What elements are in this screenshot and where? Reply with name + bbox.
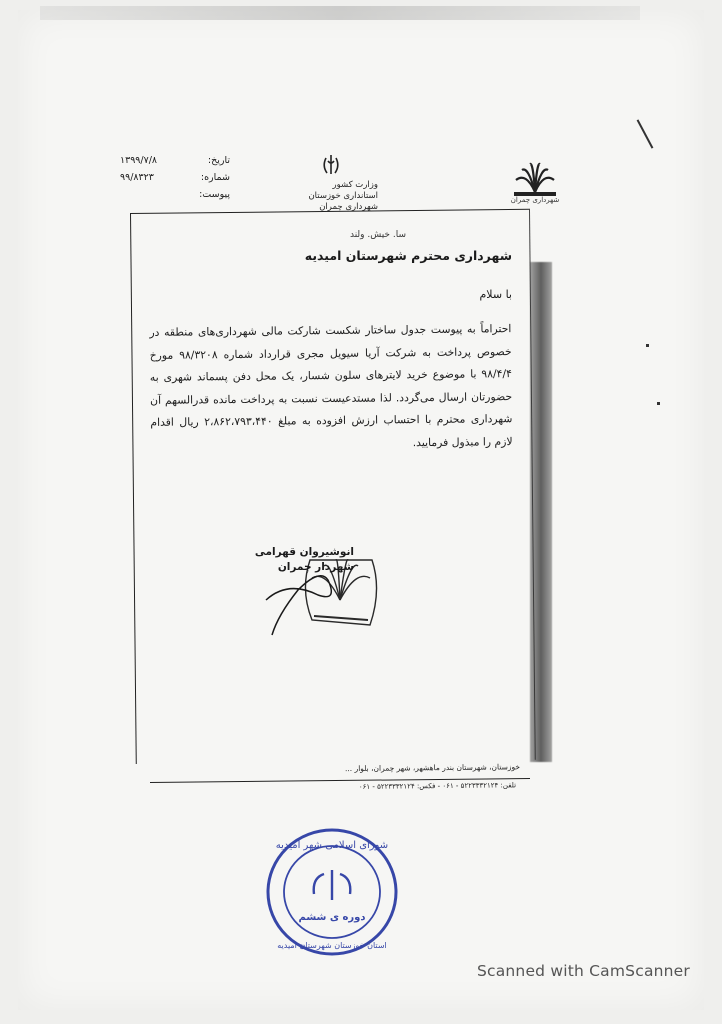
signer-block bbox=[244, 545, 354, 575]
recipient: شهرداری محترم شهرستان امیدیه bbox=[304, 248, 512, 263]
greeting: با سلام bbox=[479, 288, 512, 301]
letter-body: احتراماً به پیوست جدول ساختار شکست شارکت مالی شهرداری‌های منطقه در خصوص پرداخت به شرکت آریا سیویل مجری قرارداد شماره ۹۸/۳۲۰۸ مورخ ۹۸/۴/۴ با موضوع خرید لایترهای سلون شسار، یک محل دفن پسماند شهری به حضورتان ارسال می‌گردد. لذا مستدعیست نسبت به پرداخت مانده قدرالسهم آن شهرداری محترم با احتساب ارزش افزوده به مبلغ ۲،۸۶۲،۷۹۳،۴۴۰ ریال اقدام لازم را مبذول فرمایید. bbox=[149, 322, 513, 449]
org-line: استانداری خوزستان bbox=[308, 191, 378, 201]
classification: سا. خیش. ولند bbox=[349, 230, 406, 240]
org-line: شهرداری چمران bbox=[319, 202, 378, 212]
scan-artifact bbox=[646, 344, 649, 347]
scan-edge-shadow bbox=[530, 262, 552, 762]
iran-emblem-icon bbox=[318, 152, 344, 178]
seal-bottom-text: استان خوزستان شهرستان امیدیه bbox=[277, 941, 387, 950]
seal-top-text: شورای اسلامی شهر امیدیه bbox=[275, 840, 389, 851]
scan-artifact bbox=[657, 402, 660, 405]
meta-label: تاریخ: bbox=[207, 155, 230, 166]
header-organization bbox=[268, 180, 378, 213]
footer-address: خوزستان، شهرستان بندر ماهشهر، شهر چمران، بلوار ... bbox=[344, 762, 521, 774]
footer-contact: تلفن: ۵۲۲۳۳۳۲۱۲۴ - ۰۶۱ - فکس: ۵۲۲۳۳۳۲۱۲۴ - ۰۶۱ bbox=[358, 781, 517, 791]
meta-label: شماره: bbox=[200, 172, 230, 183]
meta-row bbox=[120, 152, 230, 169]
meta-value: ۹۹/۸۳۲۳ bbox=[120, 172, 154, 183]
scan-shadow-band bbox=[40, 6, 640, 20]
org-line: وزارت کشور bbox=[332, 180, 378, 190]
seal-term-text: دوره ی ششم bbox=[298, 912, 366, 923]
camscanner-watermark: Scanned with CamScanner bbox=[476, 962, 690, 980]
city-council-seal bbox=[262, 822, 402, 962]
meta-row bbox=[120, 169, 230, 186]
meta-label: پیوست: bbox=[199, 189, 230, 200]
signer-title: شهردار چمران bbox=[277, 561, 354, 573]
meta-value: ۱۳۹۹/۷/۸ bbox=[120, 155, 158, 166]
signer-name: انوشیروان قهرامی bbox=[254, 546, 354, 558]
letter-meta bbox=[120, 152, 230, 203]
meta-row bbox=[120, 186, 230, 203]
logo-label: شهرداری چمران bbox=[510, 196, 560, 204]
